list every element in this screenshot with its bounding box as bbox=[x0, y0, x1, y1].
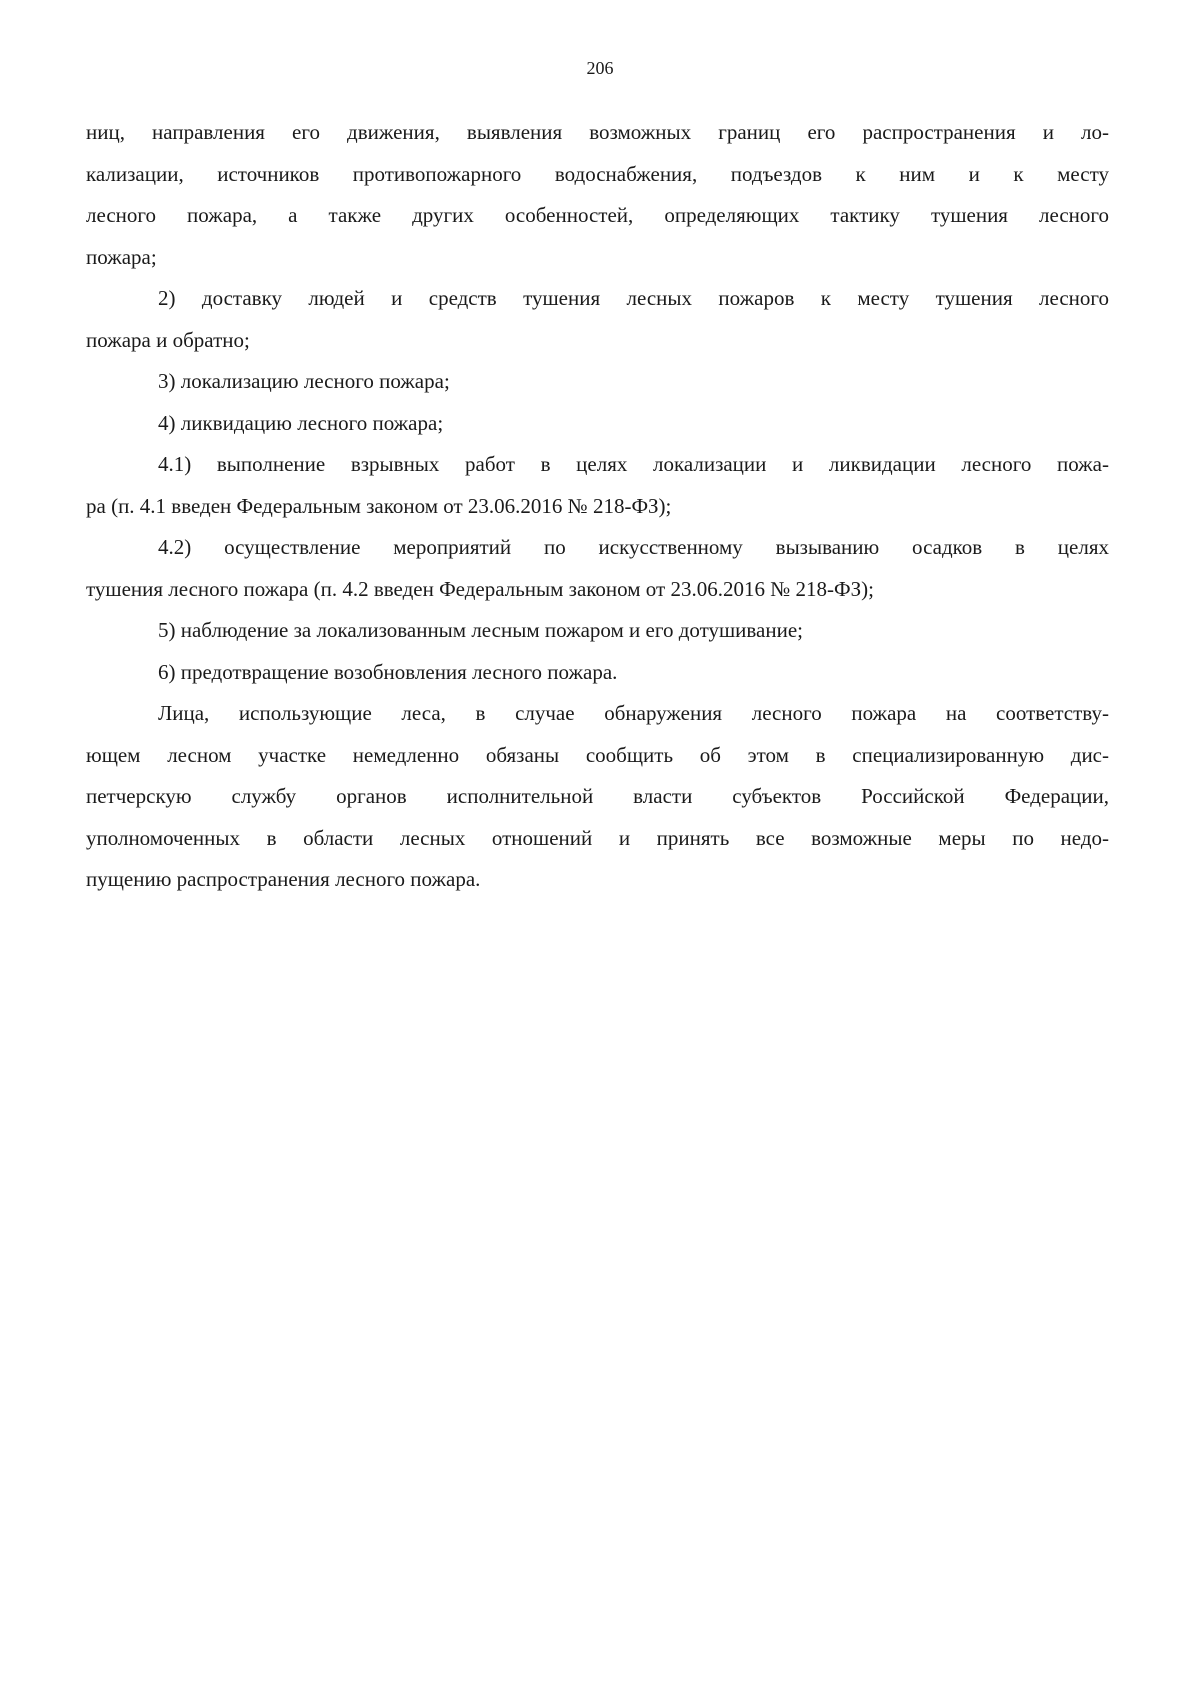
text-line: ра (п. 4.1 введен Федеральным законом от 23.06.2016 № 218-ФЗ); bbox=[86, 493, 672, 518]
text-line: тушения лесного пожара (п. 4.2 введен Федеральным законом от 23.06.2016 № 218-ФЗ); bbox=[86, 576, 874, 601]
document-body bbox=[86, 112, 1109, 901]
text-line: 4.1) выполнение взрывных работ в целях локализации и ликвидации лесного пожа- bbox=[158, 452, 1109, 476]
text-line: ниц, направления его движения, выявления возможных границ его распространения и ло- bbox=[86, 120, 1109, 144]
paragraph bbox=[86, 278, 1109, 361]
text-line: 4) ликвидацию лесного пожара; bbox=[158, 410, 444, 435]
text-line: ющем лесном участке немедленно обязаны сообщить об этом в специализированную дис- bbox=[86, 742, 1109, 767]
text-line: 5) наблюдение за локализованным лесным пожаром и его дотушивание; bbox=[158, 618, 804, 642]
paragraph bbox=[86, 112, 1109, 278]
text-line: 6) предотвращение возобновления лесного пожара. bbox=[158, 659, 618, 684]
page-number: 206 bbox=[586, 58, 614, 78]
text-line: кализации, источников противопожарного водоснабжения, подъездов к ним и к месту bbox=[86, 161, 1109, 186]
text-line: петчерскую службу органов исполнительной власти субъектов Российской Федерации, bbox=[86, 784, 1109, 808]
text-line: Лица, использующие леса, в случае обнаружения лесного пожара на соответству- bbox=[158, 701, 1109, 725]
paragraph bbox=[86, 361, 1109, 403]
paragraph bbox=[86, 693, 1109, 901]
text-line: пущению распространения лесного пожара. bbox=[86, 867, 481, 891]
text-line: пожара; bbox=[86, 244, 157, 269]
text-line: уполномоченных в области лесных отношений и принять все возможные меры по недо- bbox=[86, 825, 1109, 850]
paragraph bbox=[86, 444, 1109, 527]
text-line: 4.2) осуществление мероприятий по искусственному вызыванию осадков в целях bbox=[158, 535, 1109, 559]
paragraph bbox=[86, 403, 1109, 445]
text-line: 3) локализацию лесного пожара; bbox=[158, 369, 450, 393]
paragraph bbox=[86, 652, 1109, 694]
text-line: лесного пожара, а также других особенностей, определяющих тактику тушения лесного bbox=[86, 203, 1109, 227]
text-line: 2) доставку людей и средств тушения лесных пожаров к месту тушения лесного bbox=[158, 286, 1109, 310]
text-line: пожара и обратно; bbox=[86, 327, 250, 352]
paragraph bbox=[86, 610, 1109, 652]
paragraph bbox=[86, 527, 1109, 610]
